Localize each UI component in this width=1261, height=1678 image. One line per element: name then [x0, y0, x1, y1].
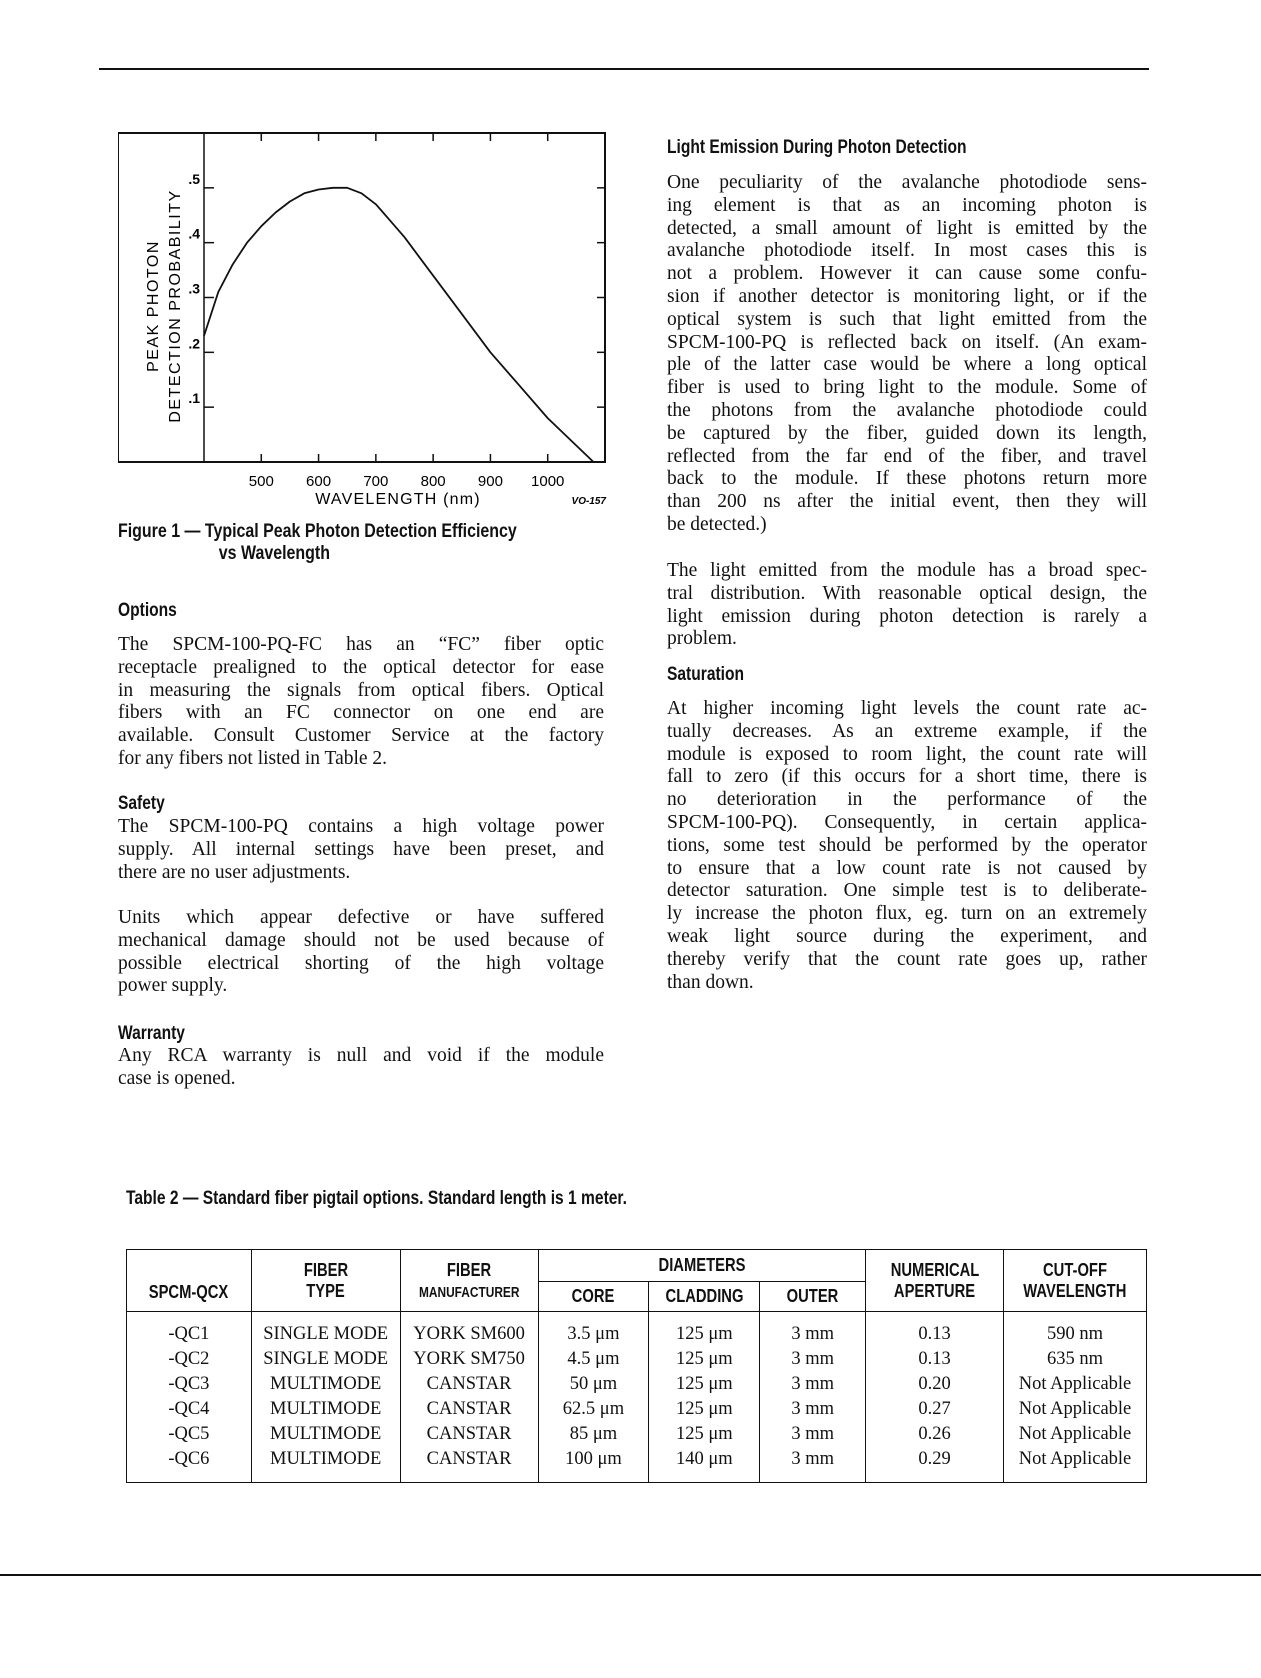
table-cell-value: 635 nm — [1046, 1349, 1103, 1369]
table-cell-value: -QC3 — [168, 1374, 210, 1394]
bottom-rule — [0, 1574, 1261, 1576]
text-line: be detected.) — [667, 513, 767, 535]
saturation-paragraph — [667, 698, 1147, 994]
text-line: module is exposed to room light, the count rate will — [667, 743, 1147, 765]
table-cell-value: 0.27 — [918, 1399, 951, 1419]
table-cell-value: -QC1 — [168, 1324, 210, 1344]
table-cell-value: 0.20 — [918, 1374, 951, 1394]
table-cell-value: YORK SM600 — [413, 1324, 525, 1344]
header-cladding: CLADDING — [649, 1282, 760, 1312]
table-cell-value: 0.13 — [918, 1349, 951, 1369]
figure-caption-line2: vs Wavelength — [218, 543, 330, 564]
text-line: power supply. — [118, 975, 228, 997]
light-emission-paragraph — [667, 172, 1147, 537]
y-axis-label-line1: PEAK PHOTON — [145, 240, 162, 372]
header-outer: OUTER — [760, 1282, 866, 1312]
text-line: detector saturation. One simple test is to deliberate- — [667, 880, 1147, 902]
table-cell-type — [251, 1312, 400, 1483]
table-cell-value: 3 mm — [791, 1324, 835, 1344]
text-line: fiber is used to bring light to the module. Some of — [667, 377, 1147, 399]
table-cell-value: -QC5 — [168, 1424, 210, 1444]
x-tick-label: 600 — [306, 473, 332, 490]
text-line: At higher incoming light levels the count rate ac- — [667, 698, 1147, 719]
table-cell-value: SINGLE MODE — [263, 1349, 389, 1369]
text-line: Units which appear defective or have suffered — [118, 907, 604, 928]
text-line: SPCM-100-PQ is reflected back on itself. (An exam- — [667, 331, 1147, 353]
text-line: One peculiarity of the avalanche photodiode sens- — [667, 172, 1147, 193]
table-cell-value: MULTIMODE — [270, 1449, 382, 1469]
table-body — [127, 1312, 1147, 1483]
saturation-heading: Saturation — [667, 664, 745, 685]
table-cell-value: 0.29 — [918, 1449, 951, 1469]
safety-heading: Safety — [118, 793, 165, 814]
x-tick-label: 900 — [477, 473, 503, 490]
table-cell-core — [538, 1312, 649, 1483]
text-line: no deterioration in the performance of the — [667, 789, 1147, 811]
text-line: be captured by the fiber, guided down its length, — [667, 422, 1147, 444]
table-cell-value: 3 mm — [791, 1349, 835, 1369]
table-cell-mfr — [400, 1312, 538, 1483]
header-model: SPCM-QCX — [127, 1250, 252, 1312]
warranty-paragraph — [118, 1045, 604, 1091]
safety-paragraph — [118, 816, 604, 884]
header-numerical-aperture: NUMERICAL APERTURE — [866, 1250, 1004, 1312]
text-line: problem. — [667, 628, 737, 650]
text-line: than 200 ns after the initial event, then they will — [667, 491, 1147, 513]
table-cell-value: SINGLE MODE — [263, 1324, 389, 1344]
table-cell-value: 100 μm — [565, 1449, 622, 1469]
detection-probability-curve — [204, 188, 594, 462]
y-tick-label: .2 — [188, 335, 200, 352]
x-tick-label: 700 — [363, 473, 389, 490]
table-cell-value: 125 μm — [675, 1424, 733, 1444]
y-tick-label: .3 — [188, 280, 200, 297]
x-tick-label: 500 — [248, 473, 274, 490]
table-cell-value: Not Applicable — [1018, 1449, 1132, 1469]
table-cell-value: 3 mm — [791, 1424, 835, 1444]
text-line: reflected from the far end of the fiber, and travel — [667, 445, 1147, 467]
table-cell-model — [127, 1312, 252, 1483]
text-line: tions, some test should be performed by the operator — [667, 834, 1147, 856]
x-axis-label: WAVELENGTH (nm) — [315, 491, 481, 508]
text-line: not a problem. However it can cause some confu- — [667, 263, 1147, 285]
options-heading: Options — [118, 600, 177, 621]
table-cell-value: 125 μm — [675, 1399, 733, 1419]
table-cell-value: -QC2 — [168, 1349, 210, 1369]
table-cell-value: 125 μm — [675, 1324, 733, 1344]
table-cell-value: 125 μm — [675, 1374, 733, 1394]
text-line: SPCM-100-PQ). Consequently, in certain applica- — [667, 811, 1147, 833]
table-cell-value: YORK SM750 — [413, 1349, 525, 1369]
y-tick-label: .5 — [188, 170, 200, 187]
table-cell-value: MULTIMODE — [270, 1424, 382, 1444]
text-line: sion if another detector is monitoring light, or if the — [667, 285, 1147, 307]
table-cell-value: Not Applicable — [1018, 1424, 1132, 1444]
table-cell-value: 4.5 μm — [567, 1349, 620, 1369]
table-cell-value: 125 μm — [675, 1349, 733, 1369]
text-line: fibers with an FC connector on one end are — [118, 702, 604, 724]
detection-probability-chart — [118, 128, 618, 508]
table-cell-value: 3 mm — [791, 1399, 835, 1419]
table-cell-value: MULTIMODE — [270, 1374, 382, 1394]
warranty-heading: Warranty — [118, 1023, 185, 1044]
table-cell-value: 0.13 — [918, 1324, 951, 1344]
text-line: fall to zero (if this occurs for a short time, there is — [667, 766, 1147, 788]
light-emission-paragraph-2 — [667, 560, 1147, 651]
text-line: weak light source during the experiment, and — [667, 925, 1147, 947]
table-cell-cutoff — [1004, 1312, 1147, 1483]
text-line: receptacle prealigned to the optical detector for ease — [118, 656, 604, 678]
table-cell-value: 0.26 — [918, 1424, 951, 1444]
text-line: Any RCA warranty is null and void if the module — [118, 1045, 604, 1066]
table-cell-outer — [760, 1312, 866, 1483]
x-tick-label: 1000 — [531, 473, 565, 490]
text-line: mechanical damage should not be used because of — [118, 929, 604, 951]
text-line: ple of the latter case would be where a long optical — [667, 354, 1147, 376]
header-manufacturer: FIBER MANUFACTURER — [400, 1250, 538, 1312]
table-cell-value: 140 μm — [675, 1449, 733, 1469]
text-line: the photons from the avalanche photodiode could — [667, 399, 1147, 421]
y-tick-label: .4 — [188, 225, 200, 242]
text-line: available. Consult Customer Service at the factory — [118, 725, 604, 747]
table-cell-value: 3 mm — [791, 1449, 835, 1469]
text-line: optical system is such that light emitted from the — [667, 308, 1147, 330]
header-fiber-type: FIBER TYPE — [251, 1250, 400, 1312]
table-cell-value: -QC6 — [168, 1449, 210, 1469]
text-line: than down. — [667, 971, 754, 993]
table-cell-value: CANSTAR — [426, 1424, 512, 1444]
table-cell-value: CANSTAR — [426, 1399, 512, 1419]
table-cell-na — [866, 1312, 1004, 1483]
text-line: light emission during photon detection is rarely a — [667, 605, 1147, 627]
table-data-block — [127, 1312, 1147, 1483]
text-line: case is opened. — [118, 1067, 236, 1089]
table-cell-value: 3 mm — [791, 1374, 835, 1394]
table-cell-value: Not Applicable — [1018, 1399, 1132, 1419]
options-paragraph — [118, 634, 604, 771]
text-line: detected, a small amount of light is emitted by the — [667, 217, 1147, 239]
chart-y-axis-label — [145, 189, 184, 422]
text-line: tral distribution. With reasonable optical design, the — [667, 582, 1147, 604]
table-cell-value: MULTIMODE — [270, 1399, 382, 1419]
text-line: The light emitted from the module has a broad spec- — [667, 560, 1147, 581]
text-line: in measuring the signals from optical fibers. Optical — [118, 679, 604, 701]
table-cell-value: 590 nm — [1046, 1324, 1103, 1344]
safety-paragraph-2 — [118, 907, 604, 998]
header-diameters: DIAMETERS — [538, 1250, 866, 1282]
text-line: for any fibers not listed in Table 2. — [118, 747, 388, 769]
text-line: ly increase the photon flux, eg. turn on an extremely — [667, 903, 1147, 925]
text-line: to ensure that a low count rate is not caused by — [667, 857, 1147, 879]
chart-plot-frame — [204, 133, 605, 462]
text-line: thereby verify that the count rate goes up, rather — [667, 948, 1147, 970]
header-cutoff-wavelength: CUT-OFF WAVELENGTH — [1004, 1250, 1147, 1312]
table-cell-value: CANSTAR — [426, 1449, 512, 1469]
figure-caption — [118, 521, 517, 565]
text-line: avalanche photodiode itself. In most cases this is — [667, 240, 1147, 262]
text-line: possible electrical shorting of the high voltage — [118, 952, 604, 974]
table-cell-value: 3.5 μm — [567, 1324, 620, 1344]
table-cell-value: 85 μm — [569, 1424, 618, 1444]
table-cell-value: CANSTAR — [426, 1374, 512, 1394]
text-line: there are no user adjustments. — [118, 861, 351, 883]
header-core: CORE — [538, 1282, 649, 1312]
top-rule — [99, 68, 1149, 70]
table-cell-value: 50 μm — [569, 1374, 618, 1394]
figure-code-mark: VO-157 — [571, 496, 606, 507]
figure-caption-line1: Figure 1 — Typical Peak Photon Detection Efficiency — [118, 521, 517, 542]
table-cell-value: Not Applicable — [1018, 1374, 1132, 1394]
table-cell-cladding — [649, 1312, 760, 1483]
text-line: ing element is that as an incoming photon is — [667, 194, 1147, 216]
text-line: back to the module. If these photons return more — [667, 468, 1147, 490]
text-line: tually decreases. As an extreme example, if the — [667, 720, 1147, 742]
fiber-options-table — [126, 1249, 1147, 1483]
light-emission-heading: Light Emission During Photon Detection — [667, 137, 967, 158]
y-axis-label-line2: DETECTION PROBABILITY — [167, 189, 184, 423]
table-cell-value: 62.5 μm — [562, 1399, 625, 1419]
text-line: The SPCM-100-PQ contains a high voltage power — [118, 816, 604, 837]
table-cell-value: -QC4 — [168, 1399, 210, 1419]
table-caption: Table 2 — Standard fiber pigtail options. Standard length is 1 meter. — [126, 1188, 627, 1209]
y-tick-label: .1 — [188, 390, 200, 407]
x-tick-label: 800 — [420, 473, 446, 490]
text-line: The SPCM-100-PQ-FC has an “FC” fiber optic — [118, 634, 604, 655]
text-line: supply. All internal settings have been preset, and — [118, 838, 604, 860]
